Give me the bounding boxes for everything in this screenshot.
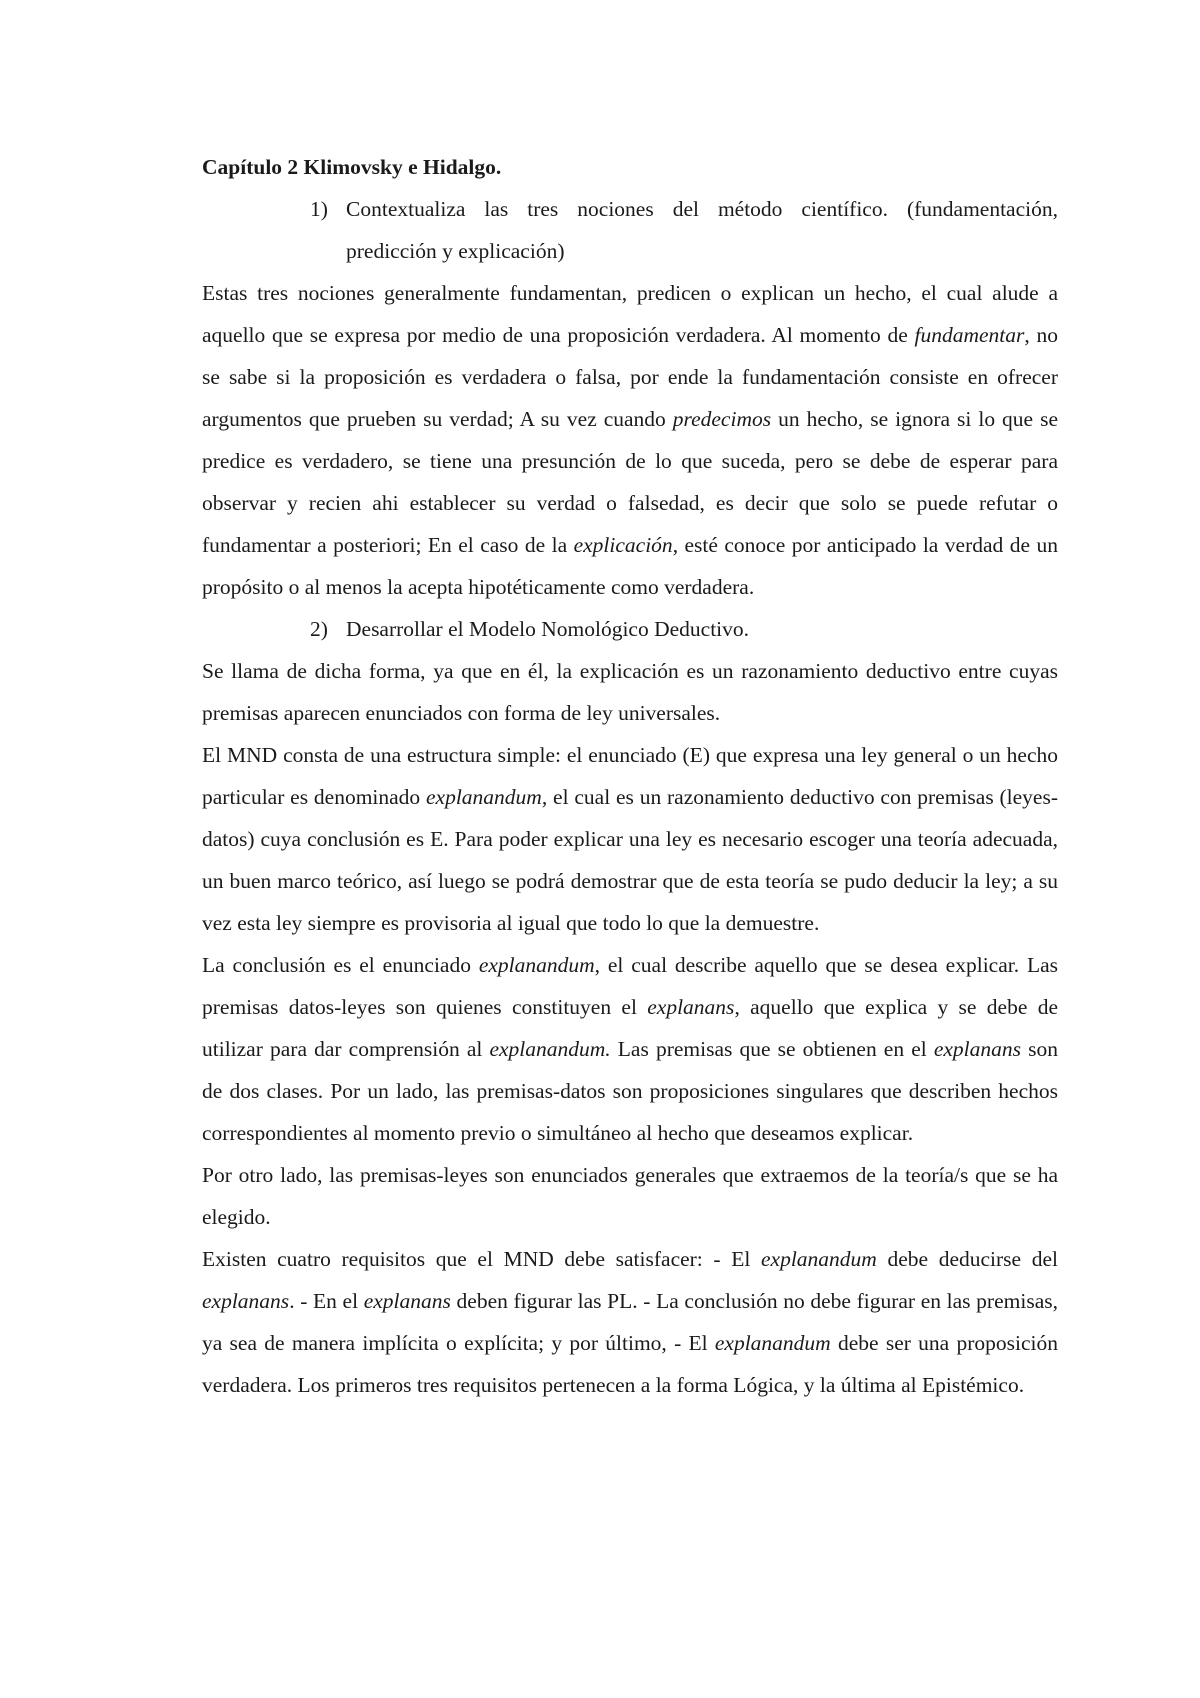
answer-2-italic-term: explanans (202, 1289, 290, 1313)
question-2 (202, 608, 1058, 650)
answer-2-italic-term: explanandum, (426, 785, 548, 809)
document-body (202, 146, 1058, 1406)
answer-2-text: . - En el (289, 1289, 364, 1313)
answer-1-text: un hecho, se ignora si lo que se predice es verdadero, se tiene una presunción de lo que suceda, pero se debe de esperar para observar y recien ahi establecer su verdad o falsedad, es decir que solo se puede refutar o fundamentar a posteriori; En el caso de la (202, 407, 1058, 557)
answer-2-text: Las premisas que se obtienen en el (610, 1037, 934, 1061)
answer-2-text: el cual es un razonamiento deductivo con premisas (leyes-datos) cuya conclusión es E. Para poder explicar una ley es necesario escoger una teoría adecuada, un buen marco teórico, así luego se podrá demostrar que de esta teoría se pudo deducir la ley; a su vez esta ley siempre es provisoria al igual que todo lo que la demuestre. (202, 785, 1059, 935)
answer-2-text: debe deducirse del (876, 1247, 1058, 1271)
answer-2-italic-term: explanandum (478, 953, 595, 977)
answer-2-text: El MND consta de una estructura simple: el enunciado (E) que expresa una ley general o un hecho particular es denominado (202, 743, 1058, 809)
chapter-title: Capítulo 2 Klimovsky e Hidalgo. (202, 155, 502, 179)
answer-2-paragraph-4: Por otro lado, las premisas-leyes son enunciados generales que extraemos de la teoría/s que se ha elegido. (202, 1163, 1058, 1229)
answer-2-text: son de dos clases. Por un lado, las premisas-datos son proposiciones singulares que describen hechos correspondientes al momento previo o simultáneo al hecho que deseamos explicar. (202, 1037, 1058, 1145)
answer-2-text: debe ser una proposición verdadera. Los primeros tres requisitos pertenecen a la forma Lógica, y la última al Epistémico. (202, 1331, 1058, 1397)
answer-2-paragraph-3 (202, 944, 1058, 1154)
answer-2-italic-term: explanandum (714, 1331, 831, 1355)
question-1 (202, 188, 1058, 272)
answer-2-paragraph-1: Se llama de dicha forma, ya que en él, la explicación es un razonamiento deductivo entre cuyas premisas aparecen enunciados con forma de ley universales. (202, 659, 1058, 725)
answer-2-italic-term: explanandum (760, 1247, 877, 1271)
answer-2-italic-term: explanans (647, 995, 735, 1019)
answer-1-text: , no se sabe si la proposición es verdadera o falsa, por ende la fundamentación consiste en ofrecer argumentos que prueben su verdad; A su vez cuando (202, 323, 1059, 431)
question-1-number: 1) (310, 197, 328, 221)
answer-1-text: Estas tres nociones generalmente fundamentan, predicen o explican un hecho, el cual alude a aquello que se expresa por medio de una proposición verdadera. Al momento de (202, 281, 1058, 347)
answer-1-paragraph (202, 272, 1058, 608)
answer-2-text: , el cual describe aquello que se desea explicar. Las premisas datos-leyes son quienes constituyen el (202, 953, 1058, 1019)
question-2-number: 2) (310, 617, 328, 641)
answer-2-paragraph-5 (202, 1238, 1058, 1406)
answer-2-italic-term: explanandum. (489, 1037, 611, 1061)
answer-1-italic-term: explicación (573, 533, 673, 557)
answer-1-italic-term: predecimos (672, 407, 772, 431)
answer-2-italic-term: explanans (363, 1289, 451, 1313)
answer-2-paragraph-2 (202, 734, 1058, 944)
answer-1-text: , esté conoce por anticipado la verdad de un propósito o al menos la acepta hipotéticamente como verdadera. (202, 533, 1058, 599)
question-2-text: Desarrollar el Modelo Nomológico Deductivo. (346, 617, 750, 641)
answer-1-italic-term: fundamentar (914, 323, 1025, 347)
answer-2-text: deben figurar las PL. - La conclusión no debe figurar en las premisas, ya sea de manera implícita o explícita; y por último, - El (202, 1289, 1058, 1355)
answer-2-italic-term: explanans (933, 1037, 1022, 1061)
answer-2-text: La conclusión es el enunciado (202, 953, 479, 977)
answer-2-text: , aquello que explica y se debe de utilizar para dar comprensión al (202, 995, 1058, 1061)
question-1-text: Contextualiza las tres nociones del método científico. (fundamentación, predicción y explicación) (346, 197, 1058, 263)
answer-2-text: Existen cuatro requisitos que el MND debe satisfacer: - El (202, 1247, 761, 1271)
